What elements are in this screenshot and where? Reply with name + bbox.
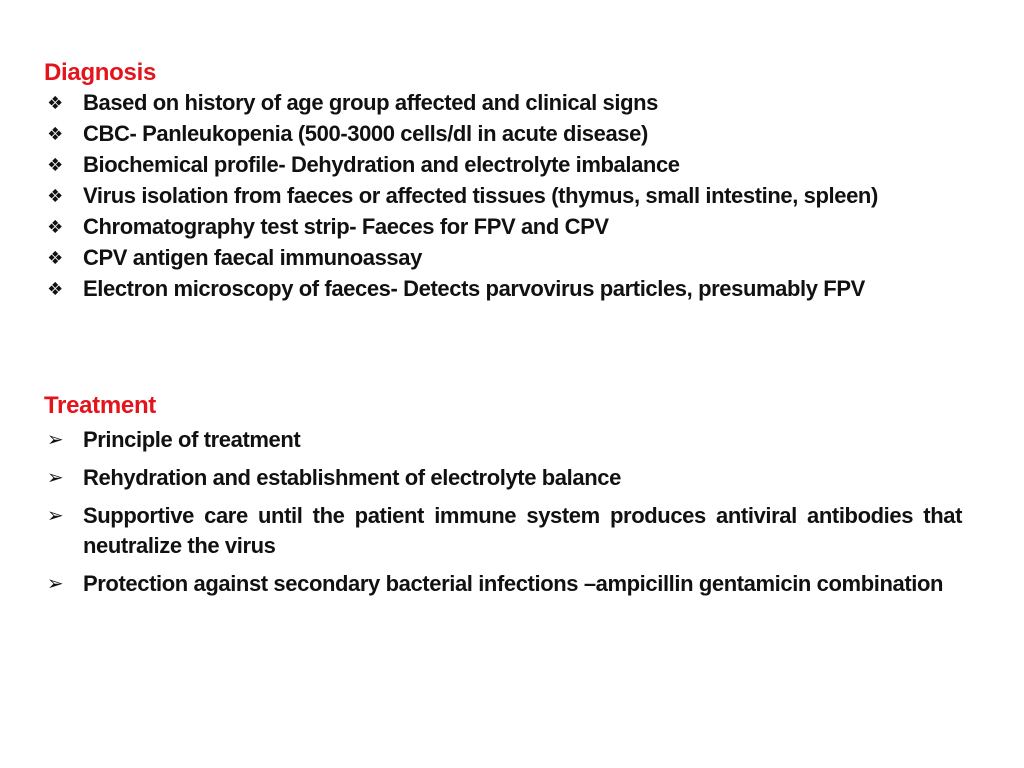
diagnosis-section bbox=[44, 58, 962, 300]
treatment-heading: Treatment bbox=[44, 392, 157, 419]
list-item: ➢ Supportive care until the patient immune system produces antiviral antibodies that neutralize the virus bbox=[44, 501, 962, 561]
diamond-cluster-icon: ❖ bbox=[47, 186, 63, 206]
list-item: ❖ Based on history of age group affected and clinical signs bbox=[44, 92, 962, 114]
list-item: ❖ CBC- Panleukopenia (500-3000 cells/dl in acute disease) bbox=[44, 123, 962, 145]
list-item: ❖ Virus isolation from faeces or affected tissues (thymus, small intestine, spleen) bbox=[44, 185, 962, 207]
diamond-cluster-icon: ❖ bbox=[47, 124, 63, 144]
diamond-cluster-icon: ❖ bbox=[47, 93, 63, 113]
diamond-cluster-icon: ❖ bbox=[47, 217, 63, 237]
diamond-cluster-icon: ❖ bbox=[47, 279, 63, 299]
arrowhead-icon: ➢ bbox=[46, 573, 64, 595]
slide-content bbox=[44, 58, 962, 596]
list-item: ➢ Rehydration and establishment of electrolyte balance bbox=[44, 463, 962, 493]
diamond-cluster-icon: ❖ bbox=[47, 155, 63, 175]
list-item: ❖ Chromatography test strip- Faeces for FPV and CPV bbox=[44, 216, 962, 238]
arrowhead-icon: ➢ bbox=[46, 467, 64, 489]
list-item: ❖ Electron microscopy of faeces- Detects parvovirus particles, presumably FPV bbox=[44, 278, 962, 300]
arrowhead-icon: ➢ bbox=[46, 505, 64, 527]
treatment-section bbox=[44, 391, 962, 607]
diamond-cluster-icon: ❖ bbox=[47, 248, 63, 268]
list-item: ❖ Biochemical profile- Dehydration and electrolyte imbalance bbox=[44, 154, 962, 176]
list-item: ➢ Principle of treatment bbox=[44, 425, 962, 455]
diagnosis-list bbox=[44, 92, 962, 300]
diagnosis-heading: Diagnosis bbox=[44, 59, 156, 86]
treatment-list bbox=[44, 425, 962, 599]
list-item: ➢ Protection against secondary bacterial infections –ampicillin gentamicin combination bbox=[44, 569, 962, 599]
arrowhead-icon: ➢ bbox=[46, 429, 64, 451]
list-item: ❖ CPV antigen faecal immunoassay bbox=[44, 247, 962, 269]
